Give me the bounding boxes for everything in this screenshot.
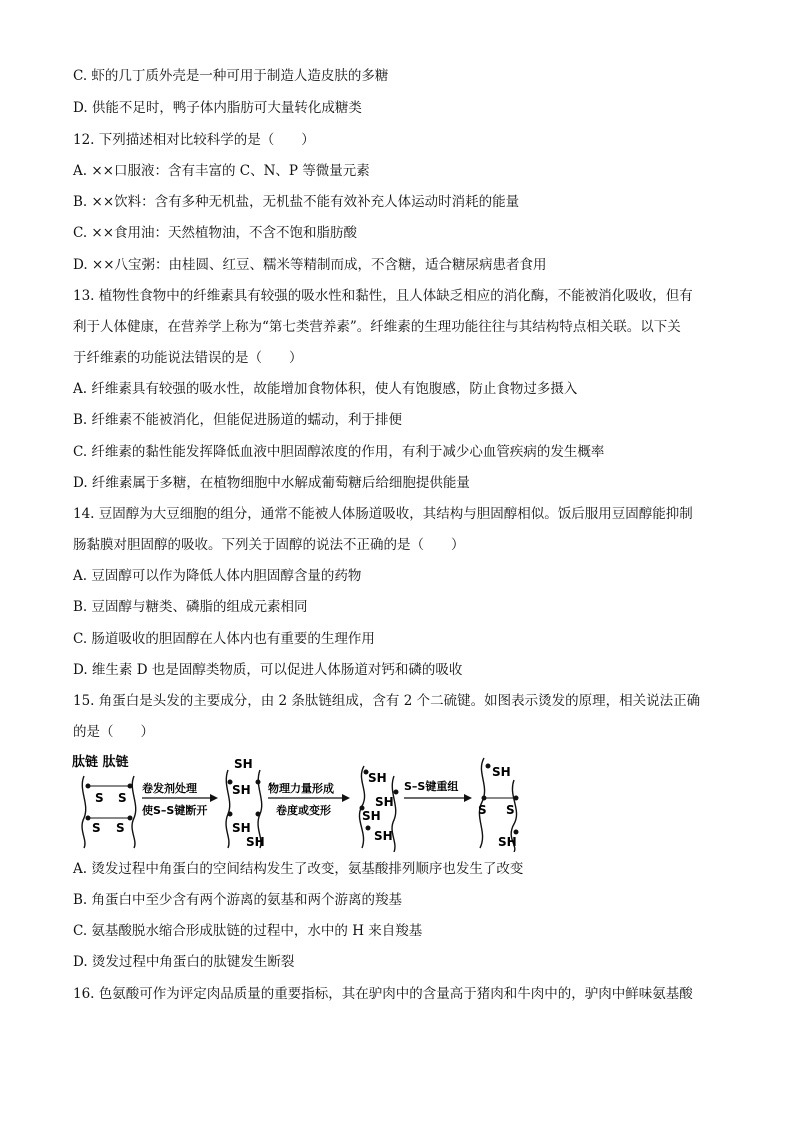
keratin-perm-diagram xyxy=(70,752,550,852)
step-1-label-line-1: 卷发剂处理 xyxy=(142,782,197,795)
sh-label: SH xyxy=(234,757,253,771)
option-12a: A. ××口服液：含有丰富的 C、N、P 等微量元素 xyxy=(73,163,370,179)
option-11d: D. 供能不足时，鸭子体内脂肪可大量转化成糖类 xyxy=(73,100,362,116)
option-12b: B. ××饮料：含有多种无机盐，无机盐不能有效补充人体运动时消耗的能量 xyxy=(73,194,520,210)
option-13a: A. 纤维素具有较强的吸水性，故能增加食物体积，使人有饱腹感，防止食物过多摄入 xyxy=(73,381,578,397)
question-13-line-3: 于纤维素的功能说法错误的是（ ） xyxy=(73,350,303,366)
question-14-line-1: 14. 豆固醇为大豆细胞的组分，通常不能被人体肠道吸收，其结构与胆固醇相似。饭后服用豆固醇能抑制 xyxy=(73,506,693,522)
option-12d: D. ××八宝粥：由桂圆、红豆、糯米等精制而成，不含糖，适合糖尿病患者食用 xyxy=(73,257,547,273)
s-label: S xyxy=(478,803,487,817)
question-15-line-2: 的是（ ） xyxy=(73,724,154,740)
option-14a: A. 豆固醇可以作为降低人体内胆固醇含量的药物 xyxy=(73,568,362,584)
stage-1-bonds xyxy=(86,784,133,836)
question-13-line-1: 13. 植物性食物中的纤维素具有较强的吸水性和黏性，且人体缺乏相应的消化酶，不能被消化吸收，但有 xyxy=(73,288,693,304)
sh-label: SH xyxy=(498,835,517,849)
option-15a: A. 烫发过程中角蛋白的空间结构发生了改变，氨基酸排列顺序也发生了改变 xyxy=(73,861,524,877)
arrow-3-head xyxy=(464,794,472,802)
sh-label: SH xyxy=(362,809,381,823)
s-label: S xyxy=(92,821,101,835)
arrow-2-head xyxy=(342,794,350,802)
question-16-line-1: 16. 色氨酸可作为评定肉品质量的重要指标，其在驴肉中的含量高于猪肉和牛肉中的，驴肉中鲜味氨基酸 xyxy=(73,986,693,1002)
option-15b: B. 角蛋白中至少含有两个游离的氨基和两个游离的羧基 xyxy=(73,892,403,908)
sh-label: SH xyxy=(492,765,511,779)
sh-label: SH xyxy=(232,783,251,797)
question-12: 12. 下列描述相对比较科学的是（ ） xyxy=(73,132,315,148)
s-label: S xyxy=(95,791,104,805)
step-2-label-line-2: 卷度或变形 xyxy=(276,804,331,817)
option-13b: B. 纤维素不能被消化，但能促进肠道的蠕动，利于排便 xyxy=(73,412,403,428)
sh-label: SH xyxy=(368,771,387,785)
option-14c: C. 肠道吸收的胆固醇在人体内也有重要的生理作用 xyxy=(73,631,375,647)
sh-label: SH xyxy=(246,835,265,849)
question-15-line-1: 15. 角蛋白是头发的主要成分，由 2 条肽链组成，含有 2 个二硫键。如图表示烫发的原理，相关说法正确 xyxy=(73,693,701,709)
arrow-1-head xyxy=(210,794,218,802)
option-15c: C. 氨基酸脱水缩合形成肽链的过程中，水中的 H 来自羧基 xyxy=(73,923,423,939)
s-label: S xyxy=(118,791,127,805)
question-14-line-2: 肠黏膜对胆固醇的吸收。下列关于固醇的说法不正确的是（ ） xyxy=(73,537,465,553)
option-12c: C. ××食用油：天然植物油，不含不饱和脂肪酸 xyxy=(73,225,358,241)
option-13c: C. 纤维素的黏性能发挥降低血液中胆固醇浓度的作用，有利于减少心血管疾病的发生概率 xyxy=(73,444,605,460)
step-1-label-line-2: 使S–S键断开 xyxy=(142,804,208,817)
stage-4-groups xyxy=(478,764,519,850)
sh-label: SH xyxy=(232,821,251,835)
option-11c: C. 虾的几丁质外壳是一种可用于制造人造皮肤的多糖 xyxy=(73,68,389,84)
option-13d: D. 纤维素属于多糖，在植物细胞中水解成葡萄糖后给细胞提供能量 xyxy=(73,475,470,491)
diagram-header: 肽链 肽链 xyxy=(72,755,129,770)
step-2-label-line-1: 物理力量形成 xyxy=(268,782,334,795)
option-14b: B. 豆固醇与糖类、磷脂的组成元素相同 xyxy=(73,599,308,615)
option-15d: D. 烫发过程中角蛋白的肽键发生断裂 xyxy=(73,954,295,970)
option-14d: D. 维生素 D 也是固醇类物质，可以促进人体肠道对钙和磷的吸收 xyxy=(73,662,463,678)
question-13-line-2: 利于人体健康，在营养学上称为“第七类营养素”。纤维素的生理功能往往与其结构特点相关联。以下关 xyxy=(73,319,681,335)
sh-label: SH xyxy=(375,795,394,809)
step-3-label: S–S键重组 xyxy=(404,780,459,793)
s-label: S xyxy=(506,803,515,817)
sh-label: SH xyxy=(374,829,393,843)
s-label: S xyxy=(116,821,125,835)
